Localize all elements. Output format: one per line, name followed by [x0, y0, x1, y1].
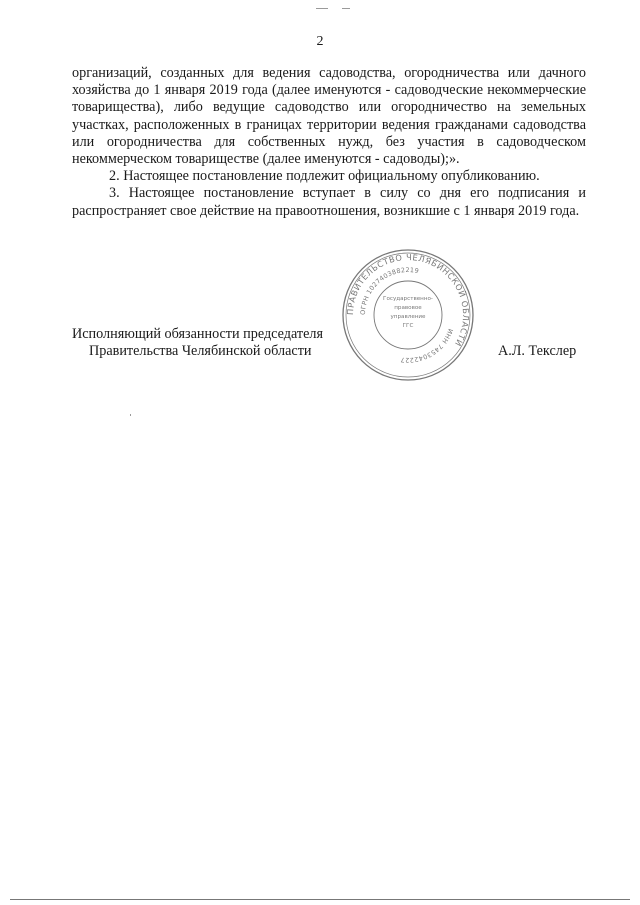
scan-speck: [342, 8, 350, 9]
document-body: [72, 65, 586, 220]
seal-center-line: ГГС: [402, 323, 414, 329]
seal-ogrn-text: ОГРН 1027403882219: [358, 265, 420, 316]
scan-speck: [130, 414, 131, 416]
seal-center-line: управление: [390, 314, 426, 320]
seal-center-line: правовое: [394, 305, 422, 311]
body-paragraph: организаций, созданных для ведения садоводства, огородничества или дачного хозяйства до 1 января 2019 года (далее именуются - садоводческие некоммерческие товарищества), либо ведущие садоводство или огородничество на земельных участках, расположенных в границах территории ведения гражданами садоводства или огородничества для собственных нужд, без участия в садоводческом некоммерческом товариществе (далее именуются - садоводы);».: [72, 65, 586, 168]
seal-inn-text: ИНН 7453042227: [399, 327, 455, 365]
official-seal: [341, 248, 475, 382]
signer-position-line: Исполняющий обязанности председателя: [72, 326, 323, 342]
seal-ring-text: ПРАВИТЕЛЬСТВО ЧЕЛЯБИНСКОЙ ОБЛАСТИ: [344, 251, 472, 349]
page-bottom-edge: [10, 899, 630, 900]
body-paragraph: 2. Настоящее постановление подлежит официальному опубликованию.: [109, 168, 540, 185]
body-paragraph: 3. Настоящее постановление вступает в силу со дня его подписания и распространяет свое действие на правоотношения, возникшие с 1 января 2019 года.: [72, 185, 586, 219]
scan-speck: [316, 8, 328, 9]
signer-position-line: Правительства Челябинской области: [89, 343, 312, 360]
page-number: 2: [316, 34, 324, 49]
signer-position: [72, 326, 323, 360]
signer-name: А.Л. Текслер: [498, 343, 577, 359]
seal-center-line: Государственно-: [383, 296, 433, 302]
